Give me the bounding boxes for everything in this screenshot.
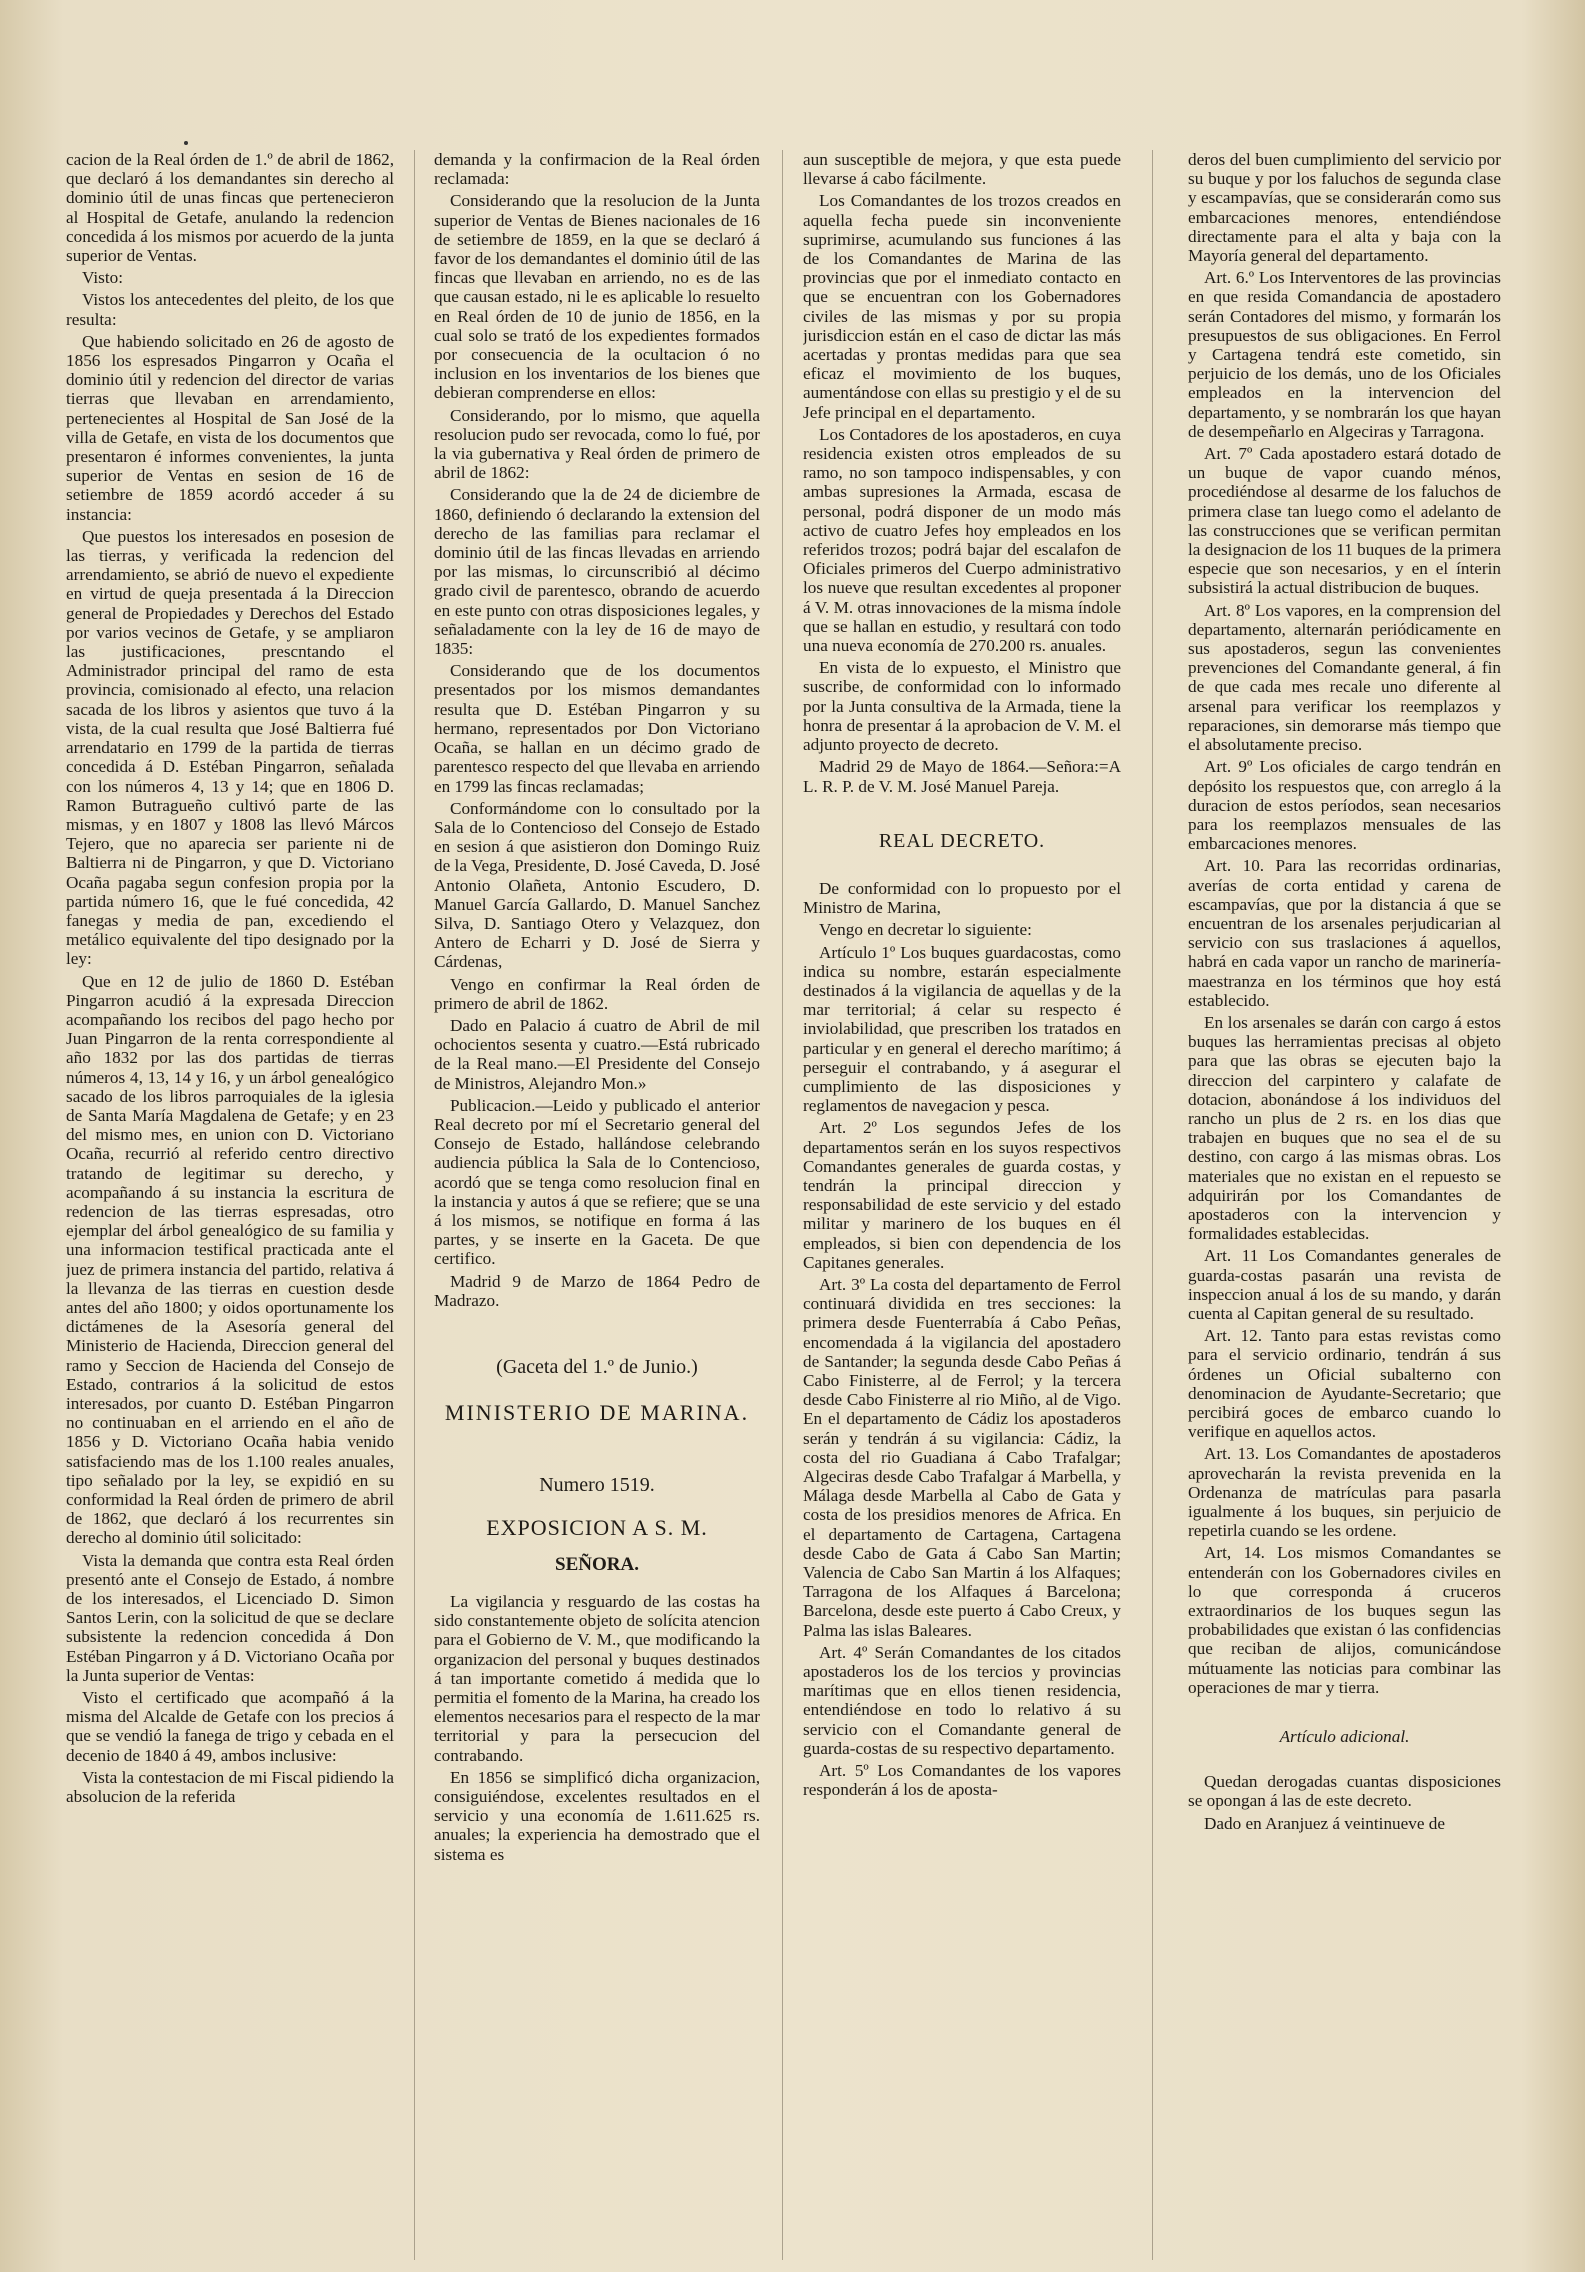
section-heading: Artículo adicional.	[1279, 1727, 1410, 1747]
paragraph: Art. 2º Los segundos Jefes de los departamentos serán en los suyos respectivos Comandantes generales de guarda costas, y tendrán la principal direccion y responsabilidad de este servicio y del estado militar y marinero de los buques en él empleados, si bien con dependencia de los Capitanes generales.	[803, 1118, 1121, 1272]
paragraph: De conformidad con lo propuesto por el Ministro de Marina,	[803, 878, 1121, 918]
paragraph: Que en 12 de julio de 1860 D. Estéban Pingarron acudió á la expresada Direccion acompañando los recibos del pago hecho por Juan Pingarron de la renta correspondiente al año 1832 por las dos partidas de tierras números 4, 13, 14 y 16, y un árbol genealógico sacado de los libros parroquiales de la iglesia de Santa María Magdalena de Getafe; y en 23 del mismo mes, en union con D. Victoriano Ocaña, recurrió al referido centro directivo tratando de legitimar su derecho, y acompañando á su instancia la escritura de redencion de las tierras espresadas, otro ejemplar del árbol genealógico de su familia y una informacion testifical practicada ante el juez de primera instancia del partido, relativa á la llevanza de las tierras en cuestion desde antes del año 1800; y oidos oportunamente los dictámenes de la Asesoría general del Ministerio de Hacienda, Direccion general del ramo y Seccion de Hacienda del Consejo de Estado, contrarios á la solicitud de estos interesados, por cuanto D. Estéban Pingarron no continuaban en el arriendo en el año de 1856 y D. Victoriano Ocaña habia venido satisfaciendo mas de los 1.100 reales anuales, tipo señalado por la ley, se expidió en su conformidad la Real órden de primero de abril de 1862, que declaró á los recurrentes sin derecho al dominio útil solicitado:	[66, 971, 394, 1548]
paragraph: Art. 4º Serán Comandantes de los citados apostaderos los de los tercios y provincias marítimas que en ellos tienen residencia, entendiéndose en todo lo relativo á su servicio con el Comandante general de guarda-costas de su respectivo departamento.	[803, 1642, 1121, 1758]
paragraph: Quedan derogadas cuantas disposiciones se opongan á las de este decreto.	[1188, 1772, 1501, 1811]
paragraph: La vigilancia y resguardo de las costas ha sido constantemente objeto de solícita atencion para el Gobierno de V. M., que modificando la organizacion del personal y buques destinados á tan importante cometido á medida que lo permitia el fomento de la Marina, ha creado los elementos necesarios para el respecto de la mar territorial y para la persecucion del contrabando.	[434, 1592, 760, 1765]
paragraph: Conformándome con lo consultado por la Sala de lo Contencioso del Consejo de Estado en sesion á que asistieron don Domingo Ruiz de la Vega, Presidente, D. José Caveda, D. José Antonio Olañeta, Antonio Escudero, D. Manuel García Gallardo, D. Manuel Sanchez Silva, D. Santiago Otero y Velazquez, don Antero de Echarri y D. José de Sierra y Cárdenas,	[434, 798, 760, 972]
paragraph: Considerando que la de 24 de diciembre de 1860, definiendo ó declarando la extension del derecho de las familias para reclamar el dominio útil de las fincas llevadas en arriendo por las mismas, lo circunscribió al décimo grado civil de parentesco, obrando de acuerdo en este punto con otras disposiciones legales, y señaladamente con la ley de 16 de mayo de 1835:	[434, 485, 760, 659]
paragraph: Dado en Aranjuez á veintinueve de	[1204, 1813, 1446, 1833]
column-rule	[782, 150, 783, 2260]
paragraph: Art. 10. Para las recorridas ordinarias, averías de corta entidad y carena de escampavías, que por la distancia á que se encuentran de los arsenales perjudicarian al servicio con sus traslaciones á aquellos, habrá en cada vapor un rancho de marinería-maestranza en los términos que hoy está establecido.	[1188, 856, 1501, 1010]
paragraph: Art. 9º Los oficiales de cargo tendrán en depósito los respuestos que, con arreglo á la duracion de estos períodos, sean necesarios para los reemplazos mensuales de las embarcaciones menores.	[1188, 757, 1501, 854]
paragraph: Art. 7º Cada apostadero estará dotado de un buque de vapor cuando ménos, procediéndose al desarme de los faluchos de primera clase tan luego como el adelanto de las construcciones que se verifican permitan la designacion de los 11 buques de la primera especie que son necesarios, y en el ínterin subsistirá la actual distribucion de buques.	[1188, 444, 1501, 598]
paragraph: En vista de lo expuesto, el Ministro que suscribe, de conformidad con lo informado por la Junta consultiva de la Armada, tiene la honra de presentar á la aprobacion de V. M. el adjunto proyecto de decreto.	[803, 658, 1121, 755]
paragraph: Vista la demanda que contra esta Real órden presentó ante el Consejo de Estado, á nombre de los interesados, el Licenciado D. Simon Santos Lerin, con la solicitud de que se declare subsistente la redencion concedida á Don Estéban Pingarron y á D. Victoriano Ocaña por la Junta superior de Ventas:	[66, 1550, 394, 1685]
paragraph: Los Comandantes de los trozos creados en aquella fecha puede sin inconveniente suprimirse, acumulando sus funciones á las de los Comandantes de Marina de las provincias que por el inmediato contacto en que se encuentran con los Gobernadores civiles de las mismas y por su propia jurisdiccion están en el caso de dictar las más acertadas y prontas medidas para que sea eficaz el movimiento de los buques, aumentándose con ellas su prestigio y el de su Jefe principal en el departamento.	[803, 191, 1121, 422]
paragraph: Visto:	[82, 268, 123, 288]
paragraph: Visto el certificado que acompañó á la misma del Alcalde de Getafe con los precios á que se vendió la fanega de trigo y cebada en el decenio de 1840 á 49, ambos inclusive:	[66, 1688, 394, 1765]
section-heading: (Gaceta del 1.º de Junio.)	[496, 1355, 698, 1378]
paragraph: demanda y la confirmacion de la Real órden reclamada:	[434, 150, 760, 189]
paragraph: Que habiendo solicitado en 26 de agosto de 1856 los espresados Pingarron y Ocaña el dominio útil y redencion del director de varias tierras que llevaban en arrendamiento, pertenecientes al Hospital de San José de la villa de Getafe, en vista de los documentos que presentaron é informes convenientes, la junta superior de Ventas en sesion de 16 de setiembre de 1859 acordó acceder á su instancia:	[66, 331, 394, 524]
paragraph: deros del buen cumplimiento del servicio por su buque y por los faluchos de segunda clase y escampavías, que se considerarán como sus embarcaciones menores, entendiéndose directamente para el alta y baja con la Mayoría general del departamento.	[1188, 150, 1501, 266]
paragraph: aun susceptible de mejora, y que esta puede llevarse á cabo fácilmente.	[803, 150, 1121, 189]
paragraph: Art. 5º Los Comandantes de los vapores responderán á los de aposta-	[803, 1761, 1121, 1800]
paragraph: Madrid 29 de Mayo de 1864.—Señora:=A L. R. P. de V. M. José Manuel Pareja.	[803, 757, 1121, 796]
section-heading: REAL DECRETO.	[878, 829, 1046, 852]
ink-dot	[184, 141, 188, 145]
section-heading: MINISTERIO DE MARINA.	[444, 1400, 750, 1426]
paragraph: Art. 11 Los Comandantes generales de guarda-costas pasarán una revista de inspeccion anual á los de su mando, y darán cuenta al Capitan general de su resultado.	[1188, 1246, 1501, 1323]
paragraph: Los Contadores de los apostaderos, en cuya residencia existen otros empleados de su ramo, no son tampoco indispensables, y con ambas supresiones la Armada, escasa de personal, podrá disponer de un modo más activo de cuatro Jefes hoy empleados en los referidos trozos; podrá bajar del escalafon de Oficiales primeros del Cuerpo administrativo los nueve que resultan excedentes al proponer á V. M. otras innovaciones de la misma índole que se hallan en estudio, y resultará con todo una nueva economía de 270.200 rs. anuales.	[803, 424, 1121, 656]
column-1	[66, 150, 394, 2270]
paragraph: Art. 3º La costa del departamento de Ferrol continuará dividida en tres secciones: la primera desde Fuenterrabía á Cabo Peñas, encomendada á la vigilancia del apostadero de Santander; la segunda desde Cabo Peñas á Cabo Finisterre, al de Ferrol; y la tercera desde Cabo Finisterre al rio Miño, al de Vigo. En el departamento de Cádiz los apostaderos serán y tendrán á su vigilancia: Cádiz, la costa del rio Guadiana á Cabo Trafalgar; Algeciras desde Cabo Trafalgar á Marbella, y Málaga desde Marbella al Cabo de Gata y costa de los presidios menores de Africa. En el departamento de Cartagena, Cartagena desde Cabo de Gata á Cabo San Martin; Valencia de Cabo San Martin á los Alfaques; Tarragona de los Alfaques á Barcelona; Barcelona, desde este puerto á Cabo Creux, y Palma las islas Baleares.	[803, 1274, 1121, 1640]
section-heading: SEÑORA.	[555, 1553, 639, 1575]
paragraph: Que puestos los interesados en posesion de las tierras, y verificada la redencion del arrendamiento, se abrió de nuevo el expediente en virtud de queja presentada á la Direccion general de Propiedades y Derechos del Estado por varios vecinos de Getafe, y se ampliaron las justificaciones, prescntando el Administrador principal del ramo de esta provincia, comisionado al efecto, una relacion sacada de los libros y asientos que tuvo á la vista, de la cual resulta que José Baltierra fué arrendatario en 1799 de la partida de tierras concedida á D. Estéban Pingarron, señalada con los números 4, 13 y 14; que en 1806 D. Ramon Butragueño cultivó parte de las mismas, y en 1807 y 1808 las llevó Márcos Tejero, que no aparecia ser pariente ni de Baltierra ni de Pingarron, y que D. Victoriano Ocaña pagaba segun confesion propia por la partida número 16, que le fué concedida, 42 fanegas y media de pan, excediendo el metálico equivalente del tipo designado por la ley:	[66, 526, 394, 969]
paragraph: cacion de la Real órden de 1.º de abril de 1862, que declaró á los demandantes sin derecho al dominio útil de unas fincas que pertenecieron al Hospital de Getafe, anulando la redencion concedida á los mismos por acuerdo de la junta superior de Ventas.	[66, 150, 394, 266]
section-heading: Numero 1519.	[539, 1474, 655, 1497]
section-heading: EXPOSICION A S. M.	[486, 1514, 708, 1540]
paragraph: Artículo 1º Los buques guardacostas, como indica su nombre, estarán especialmente destinados á la vigilancia de aquellas y de la mar territorial; á celar su respecto é inviolabilidad, que prescriben los tratados en particular y en general el derecho marítimo; á perseguir el contrabando, y á asegurar el cumplimiento de las disposiciones y reglamentos de navegacion y pesca.	[803, 942, 1121, 1116]
column-3	[803, 150, 1121, 2270]
paragraph: Publicacion.—Leido y publicado el anterior Real decreto por mí el Secretario general del Consejo de Estado, hallándose celebrando audiencia pública la Sala de lo Contencioso, acordó que se tenga como resolucion final en la instancia y autos á que se refiere; que se una á los mismos, se notifique en forma á las partes, y se inserte en la Gaceta. De que certifico.	[434, 1095, 760, 1269]
column-rule	[1152, 150, 1153, 2260]
paragraph: Considerando, por lo mismo, que aquella resolucion pudo ser revocada, como lo fué, por la via gubernativa y Real órden de primero de abril de 1862:	[434, 405, 760, 483]
paragraph: Art. 13. Los Comandantes de apostaderos aprovecharán la revista prevenida en la Ordenanza de matrículas para pasarla igualmente á los buques, sin perjuicio de repetirla cuando se les ordene.	[1188, 1444, 1501, 1541]
paragraph: Vistos los antecedentes del pleito, de los que resulta:	[66, 290, 394, 329]
paragraph: Art. 6.º Los Interventores de las provincias en que resida Comandancia de apostadero serán Contadores del mismo, y formarán los presupuestos de sus obligaciones. En Ferrol y Cartagena tendrá este cometido, sin perjuicio de los demás, uno de los Oficiales empleados en la intervencion del departamento, y se nombrarán los que hayan de desempeñarlo en Algeciras y Tarragona.	[1188, 268, 1501, 441]
paragraph: Considerando que de los documentos presentados por los mismos demandantes resulta que D. Estéban Pingarron y su hermano, representados por Don Victoriano Ocaña, se hallan en un décimo grado de parentesco respecto del que llevaba en arriendo en 1799 las fincas reclamadas;	[434, 661, 760, 796]
paragraph: Art. 12. Tanto para estas revistas como para el servicio ordinario, tendrán á sus órdenes un Oficial subalterno con denominacion de Ayudante-Secretario; que percibirá goces de embarco cuando lo verifique en aquellos actos.	[1188, 1326, 1501, 1442]
column-rule	[414, 150, 415, 2260]
paragraph: En 1856 se simplificó dicha organizacion, consiguiéndose, excelentes resultados en el servicio y una economía de 1.611.625 rs. anuales; la experiencia ha demostrado que el sistema es	[434, 1767, 760, 1864]
column-2	[434, 150, 760, 2270]
paragraph: Vengo en confirmar la Real órden de primero de abril de 1862.	[434, 974, 760, 1013]
paragraph: Madrid 9 de Marzo de 1864 Pedro de Madrazo.	[434, 1271, 760, 1310]
column-4	[1188, 150, 1501, 2270]
paragraph: Vengo en decretar lo siguiente:	[819, 920, 1032, 940]
paragraph: Dado en Palacio á cuatro de Abril de mil ochocientos sesenta y cuatro.—Está rubricado de la Real mano.—El Presidente del Consejo de Ministros, Alejandro Mon.»	[434, 1015, 760, 1093]
paragraph: Art. 8º Los vapores, en la comprension del departamento, alternarán periódicamente en sus apostaderos, segun las convenientes prevenciones del Comandante general, á fin de que cada mes recale uno diferente al arsenal para verificar los reemplazos y reparaciones, sin demorarse más tiempo que el absolutamente preciso.	[1188, 600, 1501, 755]
paragraph: Vista la contestacion de mi Fiscal pidiendo la absolucion de la referida	[66, 1767, 394, 1807]
paragraph: Art, 14. Los mismos Comandantes se entenderán con los Gobernadores civiles en lo que corresponda á cruceros extraordinarios de los buques segun las probabilidades que existan ó las confidencias que reciban de alijos, comunicándose mútuamente las noticias para combinar las operaciones de mar y tierra.	[1188, 1543, 1501, 1697]
paragraph: Considerando que la resolucion de la Junta superior de Ventas de Bienes nacionales de 16 de setiembre de 1859, en la que se declaró á favor de los demandantes el dominio útil de las fincas que llevaban en arriendo, no es de las que causan estado, ni le es aplicable lo resuelto en Real órden de 10 de junio de 1856, en la cual solo se trató de los expedientes formados por consecuencia de la ocultacion ó no inclusion en los inventarios de los bienes que debieran comprenderse en ellos:	[434, 191, 760, 403]
paragraph: En los arsenales se darán con cargo á estos buques las herramientas precisas al objeto para que las obras se ejecuten bajo la direccion del carpintero y calafate de dotacion, abonándose á los individuos del rancho un plus de 2 rs. en los dias que trabajen en buques que no sea el de su destino, con cargo á las mismas obras. Los materiales que no existan en el repuesto se adquirirán por los Comandantes de apostaderos con la intervencion y formalidades establecidas.	[1188, 1012, 1501, 1244]
